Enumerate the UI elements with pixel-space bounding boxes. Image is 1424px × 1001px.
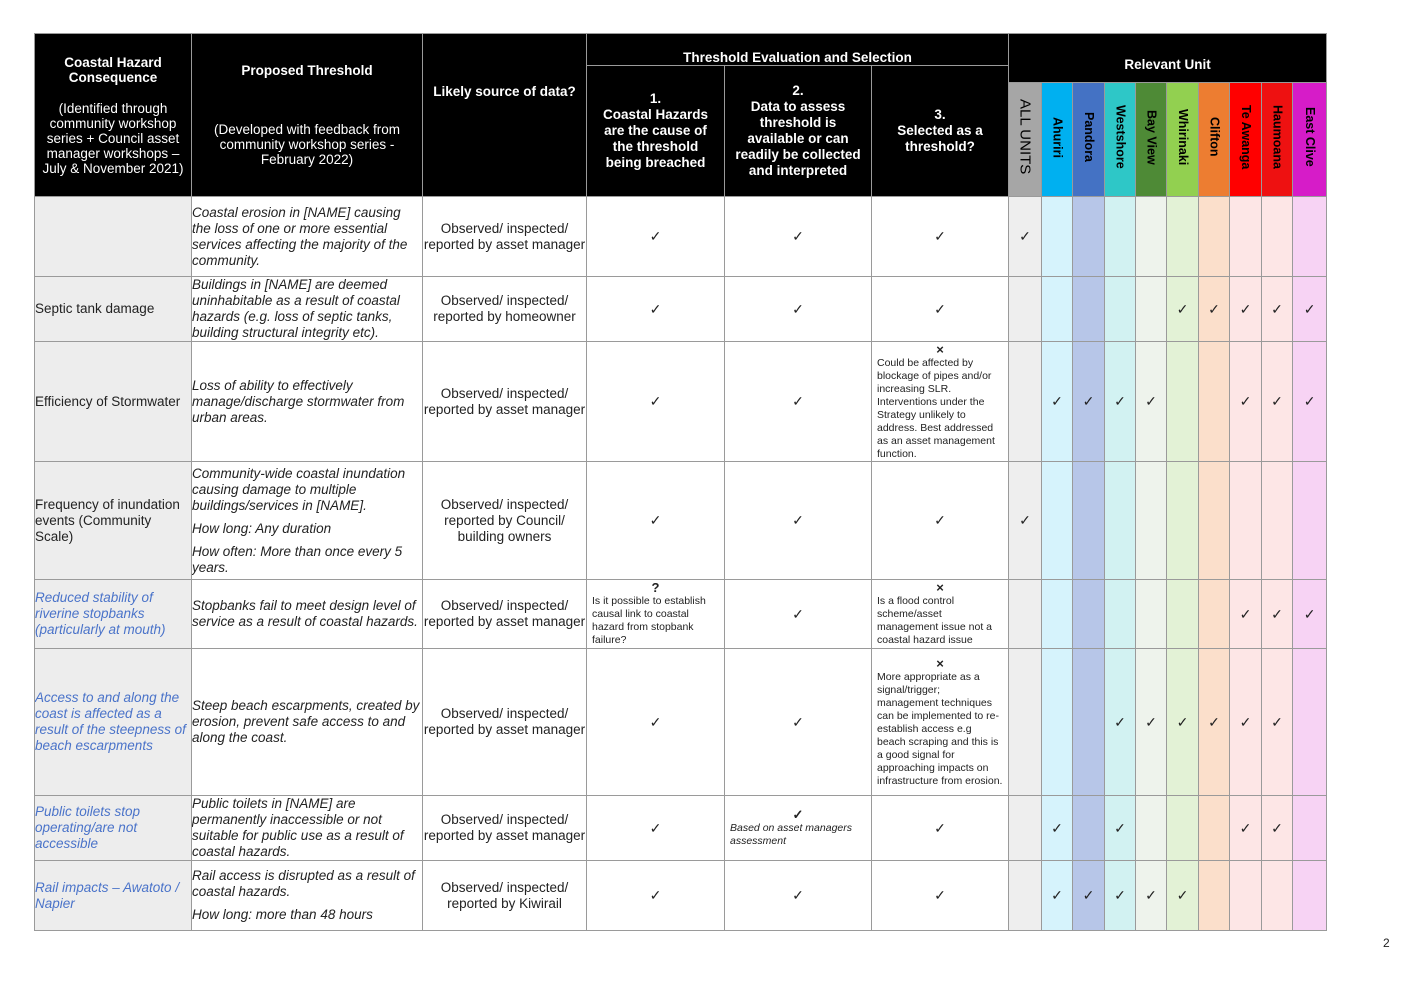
unit-header-label: Haumoana [1270, 105, 1285, 169]
unit-cell-bay-view: ✓ [1136, 649, 1167, 796]
page-number: 2 [1383, 936, 1390, 950]
consequence-cell: Efficiency of Stormwater [35, 342, 192, 462]
unit-cell-westshore: ✓ [1105, 861, 1136, 931]
unit-cell-haumoana [1262, 197, 1293, 277]
unit-cell-bay-view: ✓ [1136, 861, 1167, 931]
unit-header-label: Clifton [1207, 117, 1222, 157]
evaluation-1-cell [587, 861, 725, 931]
threshold-text: How long: Any duration [192, 520, 332, 536]
consequence-cell: Public toilets stop operating/are not accessible [35, 796, 192, 861]
data-source-cell: Observed/ inspected/ reported by Kiwirail [423, 861, 587, 931]
unit-cell-east-clive [1293, 649, 1327, 796]
unit-cell-ahuriri [1042, 462, 1073, 580]
unit-cell-bay-view [1136, 197, 1167, 277]
data-source-cell: Observed/ inspected/ reported by asset manager [423, 342, 587, 462]
header-eval-1: 1. Coastal Hazards are the cause of the threshold being breached [587, 66, 725, 197]
unit-cell-east-clive: ✓ [1293, 277, 1327, 342]
unit-cell-te-awanga [1230, 197, 1262, 277]
consequence-cell: Rail impacts – Awatoto / Napier [35, 861, 192, 931]
unit-cell-westshore [1105, 580, 1136, 649]
evaluation-mark: ✓ [934, 887, 946, 903]
evaluation-mark: ✓ [792, 713, 804, 730]
unit-cell-clifton [1199, 342, 1230, 462]
unit-header-haumoana [1262, 83, 1293, 197]
unit-cell-haumoana: ✓ [1262, 580, 1293, 649]
threshold-table [34, 33, 1327, 931]
unit-header-label: Whirinaki [1175, 108, 1190, 166]
evaluation-1-cell [587, 649, 725, 796]
unit-cell-haumoana: ✓ [1262, 796, 1293, 861]
evaluation-note: Is it possible to establish causal link to coastal hazard from stopbank failure? [592, 595, 706, 646]
evaluation-note: Based on asset managers assessment [730, 822, 852, 847]
threshold-text: How often: More than once every 5 years. [192, 543, 403, 575]
unit-cell-pandora [1073, 796, 1105, 861]
unit-cell-haumoana: ✓ [1262, 649, 1293, 796]
unit-header-te-awanga [1230, 83, 1262, 197]
threshold-cell [192, 277, 423, 342]
unit-header-clifton [1199, 83, 1230, 197]
evaluation-mark: ✓ [649, 393, 662, 409]
header-threshold-title: Proposed Threshold [241, 63, 373, 78]
evaluation-mark: ✓ [792, 807, 804, 822]
evaluation-mark: ✓ [649, 512, 662, 528]
unit-cell-haumoana: ✓ [1262, 277, 1293, 342]
evaluation-1-cell [587, 580, 725, 649]
unit-cell-all-units: ✓ [1009, 197, 1042, 277]
evaluation-3-cell [872, 796, 1009, 861]
evaluation-note: More appropriate as a signal/trigger; management techniques can be implemented to re-establish access e.g beach scraping and this is a good signal for approaching impacts on infrastructure from erosion. [877, 670, 1003, 787]
header-source [423, 34, 587, 197]
unit-cell-all-units [1009, 342, 1042, 462]
evaluation-mark: × [936, 655, 944, 671]
threshold-cell [192, 462, 423, 580]
table-row [35, 462, 1327, 580]
header-consequence-sub: (Identified through community workshop series + Council asset manager workshops – July & November 2021) [42, 100, 184, 176]
unit-cell-whirinaki: ✓ [1167, 277, 1199, 342]
threshold-text: Stopbanks fail to meet design level of service as a result of coastal hazards. [192, 598, 418, 629]
unit-cell-ahuriri: ✓ [1042, 861, 1073, 931]
evaluation-3-cell [872, 342, 1009, 462]
threshold-text: Loss of ability to effectively manage/discharge stormwater from urban areas. [192, 377, 405, 425]
evaluation-2-cell [725, 861, 872, 931]
consequence-cell: Reduced stability of riverine stopbanks (particularly at mouth) [35, 580, 192, 649]
evaluation-3-cell [872, 580, 1009, 649]
unit-header-label: Ahuriri [1050, 116, 1065, 158]
unit-cell-whirinaki [1167, 580, 1199, 649]
evaluation-2-cell [725, 342, 872, 462]
unit-cell-east-clive: ✓ [1293, 342, 1327, 462]
evaluation-mark: ✓ [649, 300, 662, 317]
header-consequence-title: Coastal Hazard Consequence [64, 54, 162, 85]
header-evaluation-title: Threshold Evaluation and Selection [683, 50, 912, 65]
unit-cell-all-units [1009, 861, 1042, 931]
header-consequence [35, 34, 192, 197]
data-source-cell: Observed/ inspected/ reported by asset manager [423, 796, 587, 861]
header-evaluation [587, 34, 1009, 66]
evaluation-1-cell [587, 342, 725, 462]
evaluation-mark: ✓ [649, 887, 662, 903]
table-row [35, 861, 1327, 931]
threshold-text: Coastal erosion in [NAME] causing the loss of one or more essential services affecting the majority of the community. [192, 204, 408, 268]
unit-cell-pandora [1073, 197, 1105, 277]
evaluation-mark: ✓ [934, 300, 946, 317]
unit-cell-te-awanga: ✓ [1230, 796, 1262, 861]
consequence-cell [35, 197, 192, 277]
unit-cell-clifton [1199, 197, 1230, 277]
evaluation-1-cell [587, 462, 725, 580]
data-source-cell: Observed/ inspected/ reported by asset manager [423, 580, 587, 649]
evaluation-mark: ✓ [792, 512, 804, 528]
unit-cell-te-awanga: ✓ [1230, 580, 1262, 649]
header-relevant-unit-title: Relevant Unit [1124, 56, 1211, 72]
unit-cell-westshore [1105, 462, 1136, 580]
threshold-text: Community-wide coastal inundation causing damage to multiple buildings/services in [NAME]. [192, 465, 406, 513]
threshold-cell [192, 861, 423, 931]
threshold-cell [192, 580, 423, 649]
unit-header-label: Pandora [1081, 111, 1096, 162]
evaluation-3-cell [872, 462, 1009, 580]
unit-cell-clifton [1199, 861, 1230, 931]
consequence-cell: Access to and along the coast is affected as a result of the steepness of beach escarpments [35, 649, 192, 796]
unit-cell-whirinaki [1167, 462, 1199, 580]
unit-cell-whirinaki [1167, 796, 1199, 861]
table-row [35, 197, 1327, 277]
unit-cell-all-units [1009, 277, 1042, 342]
unit-cell-clifton [1199, 580, 1230, 649]
unit-cell-haumoana [1262, 861, 1293, 931]
evaluation-1-cell [587, 197, 725, 277]
evaluation-mark: ? [651, 580, 660, 595]
unit-header-bay-view [1136, 83, 1167, 197]
evaluation-1-cell [587, 277, 725, 342]
unit-cell-westshore: ✓ [1105, 649, 1136, 796]
evaluation-mark: ✓ [792, 393, 804, 409]
evaluation-2-cell [725, 197, 872, 277]
threshold-text: Buildings in [NAME] are deemed uninhabitable as a result of coastal hazards (e.g. loss of septic tanks, building structural integrity etc). [192, 277, 400, 340]
evaluation-mark: ✓ [792, 228, 804, 244]
header-eval-2: 2. Data to assess threshold is available or can readily be collected and interpreted [725, 66, 872, 197]
unit-cell-ahuriri [1042, 277, 1073, 342]
unit-cell-whirinaki: ✓ [1167, 649, 1199, 796]
unit-header-label: ALL UNITS [1016, 99, 1034, 175]
unit-cell-whirinaki [1167, 197, 1199, 277]
unit-cell-haumoana [1262, 462, 1293, 580]
unit-header-whirinaki [1167, 83, 1199, 197]
table-row [35, 277, 1327, 342]
unit-header-ahuriri [1042, 83, 1073, 197]
evaluation-mark: ✓ [792, 300, 804, 317]
unit-cell-all-units [1009, 649, 1042, 796]
unit-cell-pandora: ✓ [1073, 861, 1105, 931]
data-source-cell: Observed/ inspected/ reported by Council/ building owners [423, 462, 587, 580]
unit-cell-haumoana: ✓ [1262, 342, 1293, 462]
unit-cell-whirinaki: ✓ [1167, 861, 1199, 931]
evaluation-3-cell [872, 649, 1009, 796]
evaluation-1-cell [587, 796, 725, 861]
table-row [35, 580, 1327, 649]
unit-header-pandora [1073, 83, 1105, 197]
threshold-cell [192, 342, 423, 462]
unit-cell-east-clive [1293, 861, 1327, 931]
unit-header-label: Bay View [1144, 109, 1159, 165]
evaluation-3-cell [872, 277, 1009, 342]
evaluation-mark: ✓ [792, 887, 804, 903]
evaluation-note: Is a flood control scheme/asset management issue not a coastal hazard issue [877, 595, 992, 646]
evaluation-2-cell [725, 649, 872, 796]
consequence-cell: Frequency of inundation events (Community Scale) [35, 462, 192, 580]
data-source-cell: Observed/ inspected/ reported by asset manager [423, 197, 587, 277]
evaluation-mark: × [936, 580, 944, 595]
table-row [35, 342, 1327, 462]
unit-cell-pandora [1073, 277, 1105, 342]
evaluation-2-cell [725, 462, 872, 580]
evaluation-mark: ✓ [934, 228, 946, 244]
unit-header-label: Westshore [1113, 105, 1128, 169]
unit-cell-all-units [1009, 580, 1042, 649]
evaluation-2-cell [725, 580, 872, 649]
evaluation-mark: ✓ [934, 512, 946, 528]
evaluation-2-cell [725, 277, 872, 342]
threshold-cell [192, 649, 423, 796]
unit-cell-bay-view [1136, 796, 1167, 861]
threshold-cell [192, 796, 423, 861]
header-eval-3: 3. Selected as a threshold? [872, 66, 1009, 197]
evaluation-mark: ✓ [649, 228, 662, 244]
threshold-text: Rail access is disrupted as a result of coastal hazards. [192, 868, 415, 899]
unit-cell-east-clive: ✓ [1293, 580, 1327, 649]
unit-cell-pandora [1073, 462, 1105, 580]
unit-cell-westshore: ✓ [1105, 796, 1136, 861]
unit-header-all-units [1009, 83, 1042, 197]
unit-cell-clifton [1199, 462, 1230, 580]
threshold-text: Steep beach escarpments, created by erosion, prevent safe access to and along the coast. [192, 698, 420, 745]
unit-cell-all-units [1009, 796, 1042, 861]
unit-cell-westshore: ✓ [1105, 342, 1136, 462]
evaluation-mark: ✓ [649, 713, 662, 730]
unit-header-label: Te Awanga [1238, 104, 1253, 170]
unit-header-label: East Clive [1302, 107, 1317, 167]
threshold-text: How long: more than 48 hours [192, 907, 373, 922]
unit-cell-whirinaki [1167, 342, 1199, 462]
unit-cell-te-awanga: ✓ [1230, 277, 1262, 342]
unit-cell-ahuriri: ✓ [1042, 796, 1073, 861]
threshold-cell [192, 197, 423, 277]
table-row [35, 796, 1327, 861]
evaluation-note: Could be affected by blockage of pipes and/or increasing SLR. Interventions under the Strategy unlikely to address. Best addressed as an asset management function. [877, 356, 995, 460]
evaluation-3-cell [872, 861, 1009, 931]
header-relevant-unit [1009, 34, 1327, 83]
unit-cell-bay-view [1136, 277, 1167, 342]
unit-cell-clifton: ✓ [1199, 649, 1230, 796]
header-source-title: Likely source of data? [433, 84, 576, 99]
data-source-cell: Observed/ inspected/ reported by homeowner [423, 277, 587, 342]
unit-cell-ahuriri [1042, 649, 1073, 796]
unit-cell-clifton: ✓ [1199, 277, 1230, 342]
evaluation-mark: ✓ [792, 605, 804, 622]
unit-cell-ahuriri [1042, 580, 1073, 649]
header-threshold-sub: (Developed with feedback from community workshop series - February 2022) [213, 122, 401, 167]
unit-cell-east-clive [1293, 462, 1327, 580]
unit-cell-westshore [1105, 197, 1136, 277]
unit-cell-westshore [1105, 277, 1136, 342]
unit-cell-pandora [1073, 649, 1105, 796]
evaluation-mark: ✓ [649, 819, 662, 836]
unit-header-westshore [1105, 83, 1136, 197]
unit-cell-east-clive [1293, 197, 1327, 277]
unit-cell-ahuriri [1042, 197, 1073, 277]
unit-cell-te-awanga: ✓ [1230, 342, 1262, 462]
unit-cell-ahuriri: ✓ [1042, 342, 1073, 462]
unit-cell-clifton [1199, 796, 1230, 861]
evaluation-3-cell [872, 197, 1009, 277]
evaluation-mark: × [936, 341, 944, 357]
evaluation-2-cell [725, 796, 872, 861]
unit-cell-pandora [1073, 580, 1105, 649]
consequence-cell: Septic tank damage [35, 277, 192, 342]
data-source-cell: Observed/ inspected/ reported by asset manager [423, 649, 587, 796]
evaluation-mark: ✓ [934, 819, 946, 836]
unit-cell-bay-view: ✓ [1136, 342, 1167, 462]
unit-header-east-clive [1293, 83, 1327, 197]
header-threshold [192, 34, 423, 197]
threshold-text: Public toilets in [NAME] are permanently inaccessible or not suitable for public use as a result of coastal hazards. [192, 796, 404, 859]
unit-cell-te-awanga: ✓ [1230, 649, 1262, 796]
unit-cell-east-clive [1293, 796, 1327, 861]
table-row [35, 649, 1327, 796]
unit-cell-all-units: ✓ [1009, 462, 1042, 580]
unit-cell-pandora: ✓ [1073, 342, 1105, 462]
unit-cell-te-awanga [1230, 462, 1262, 580]
unit-cell-bay-view [1136, 462, 1167, 580]
unit-cell-bay-view [1136, 580, 1167, 649]
unit-cell-te-awanga [1230, 861, 1262, 931]
